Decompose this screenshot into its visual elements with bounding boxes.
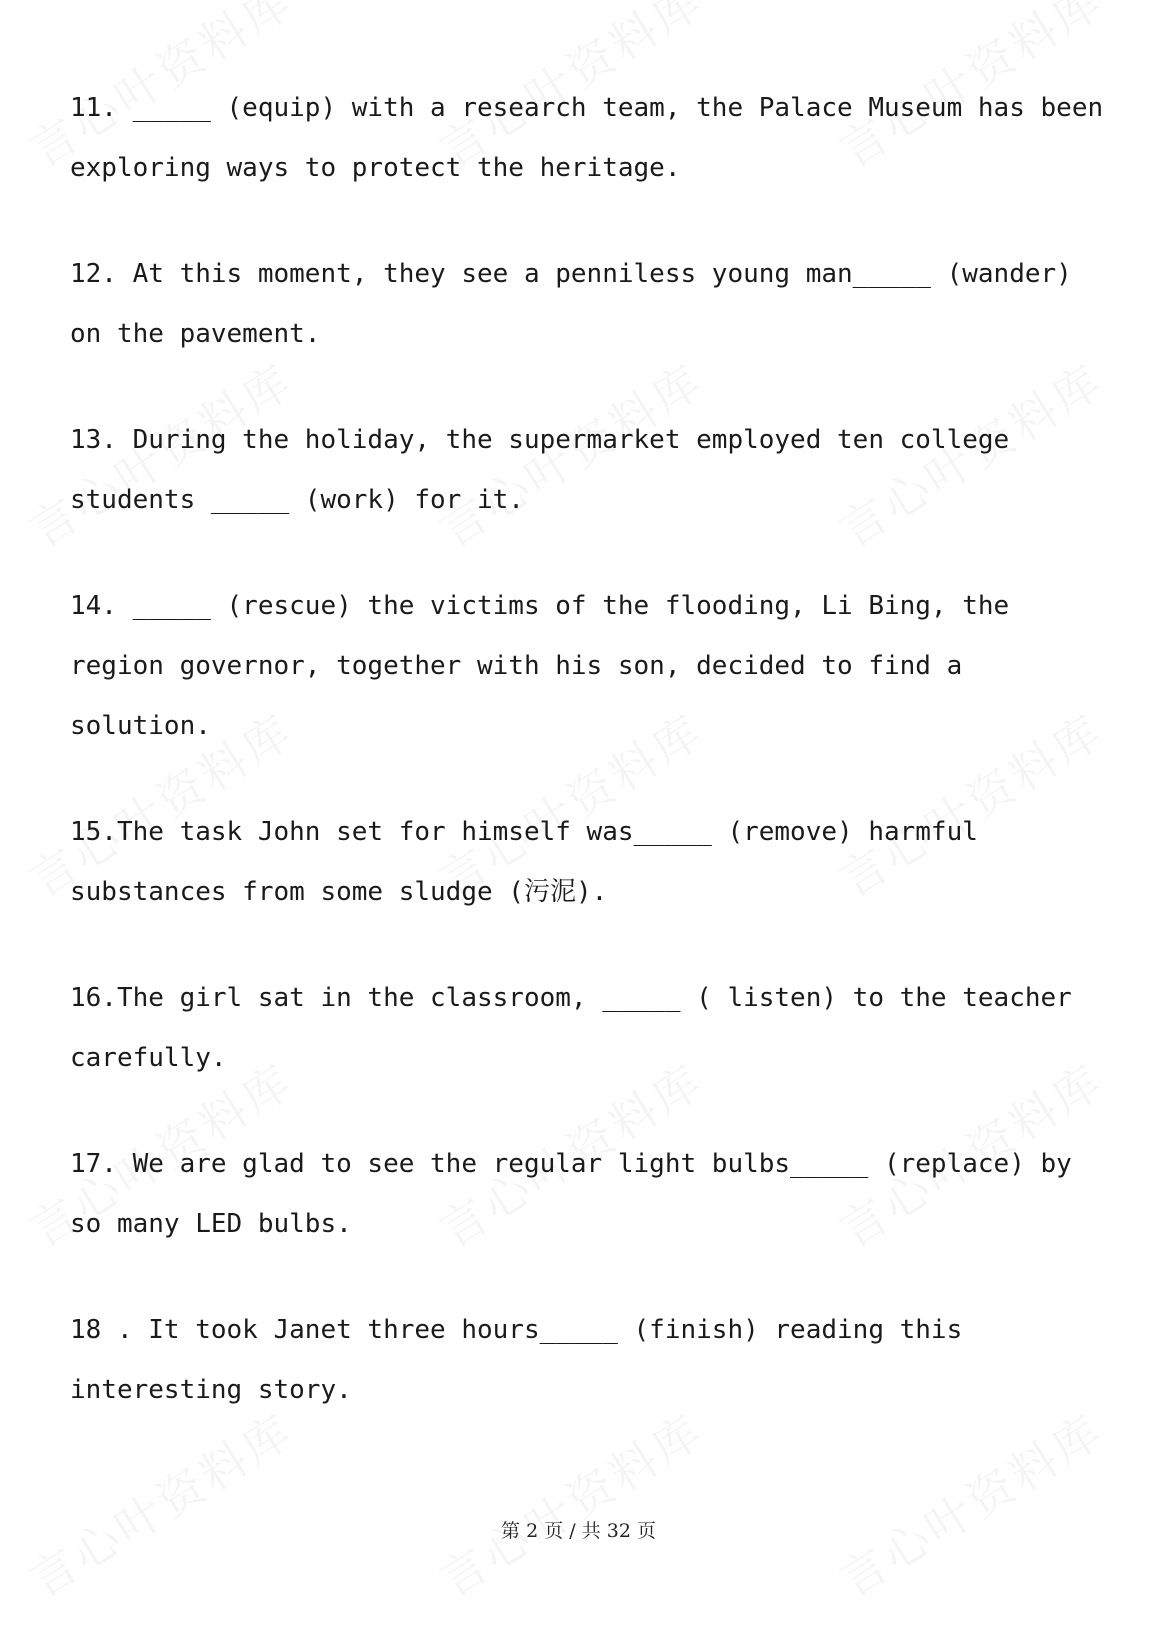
question-line: 17. We are glad to see the regular light bulbs_____ (replace) by bbox=[70, 1149, 1072, 1179]
question-line: on the pavement. bbox=[70, 319, 321, 349]
question-14 bbox=[70, 576, 1130, 756]
question-line: solution. bbox=[70, 711, 211, 741]
question-line: exploring ways to protect the heritage. bbox=[70, 153, 681, 183]
question-13 bbox=[70, 410, 1130, 530]
question-18 bbox=[70, 1300, 1130, 1420]
question-line: carefully. bbox=[70, 1043, 227, 1073]
question-line: students _____ (work) for it. bbox=[70, 485, 524, 515]
question-line: 18 . It took Janet three hours_____ (finish) reading this bbox=[70, 1315, 963, 1345]
question-line: substances from some sludge (污泥). bbox=[70, 877, 608, 907]
question-line: 12. At this moment, they see a penniless young man_____ (wander) bbox=[70, 259, 1072, 289]
question-17 bbox=[70, 1134, 1130, 1254]
question-list bbox=[70, 78, 1130, 1466]
question-line: so many LED bulbs. bbox=[70, 1209, 352, 1239]
question-line: 15.The task John set for himself was_____ (remove) harmful bbox=[70, 817, 978, 847]
question-12 bbox=[70, 244, 1130, 364]
question-line: region governor, together with his son, decided to find a bbox=[70, 651, 963, 681]
question-16 bbox=[70, 968, 1130, 1088]
page-number-footer: 第 2 页 / 共 32 页 bbox=[501, 1520, 656, 1542]
question-line: 14. _____ (rescue) the victims of the flooding, Li Bing, the bbox=[70, 591, 1010, 621]
question-line: 11. _____ (equip) with a research team, the Palace Museum has been bbox=[70, 93, 1104, 123]
question-11 bbox=[70, 78, 1130, 198]
question-line: 16.The girl sat in the classroom, _____ ( listen) to the teacher bbox=[70, 983, 1072, 1013]
question-15 bbox=[70, 802, 1130, 922]
question-line: interesting story. bbox=[70, 1375, 352, 1405]
question-line: 13. During the holiday, the supermarket employed ten college bbox=[70, 425, 1010, 455]
